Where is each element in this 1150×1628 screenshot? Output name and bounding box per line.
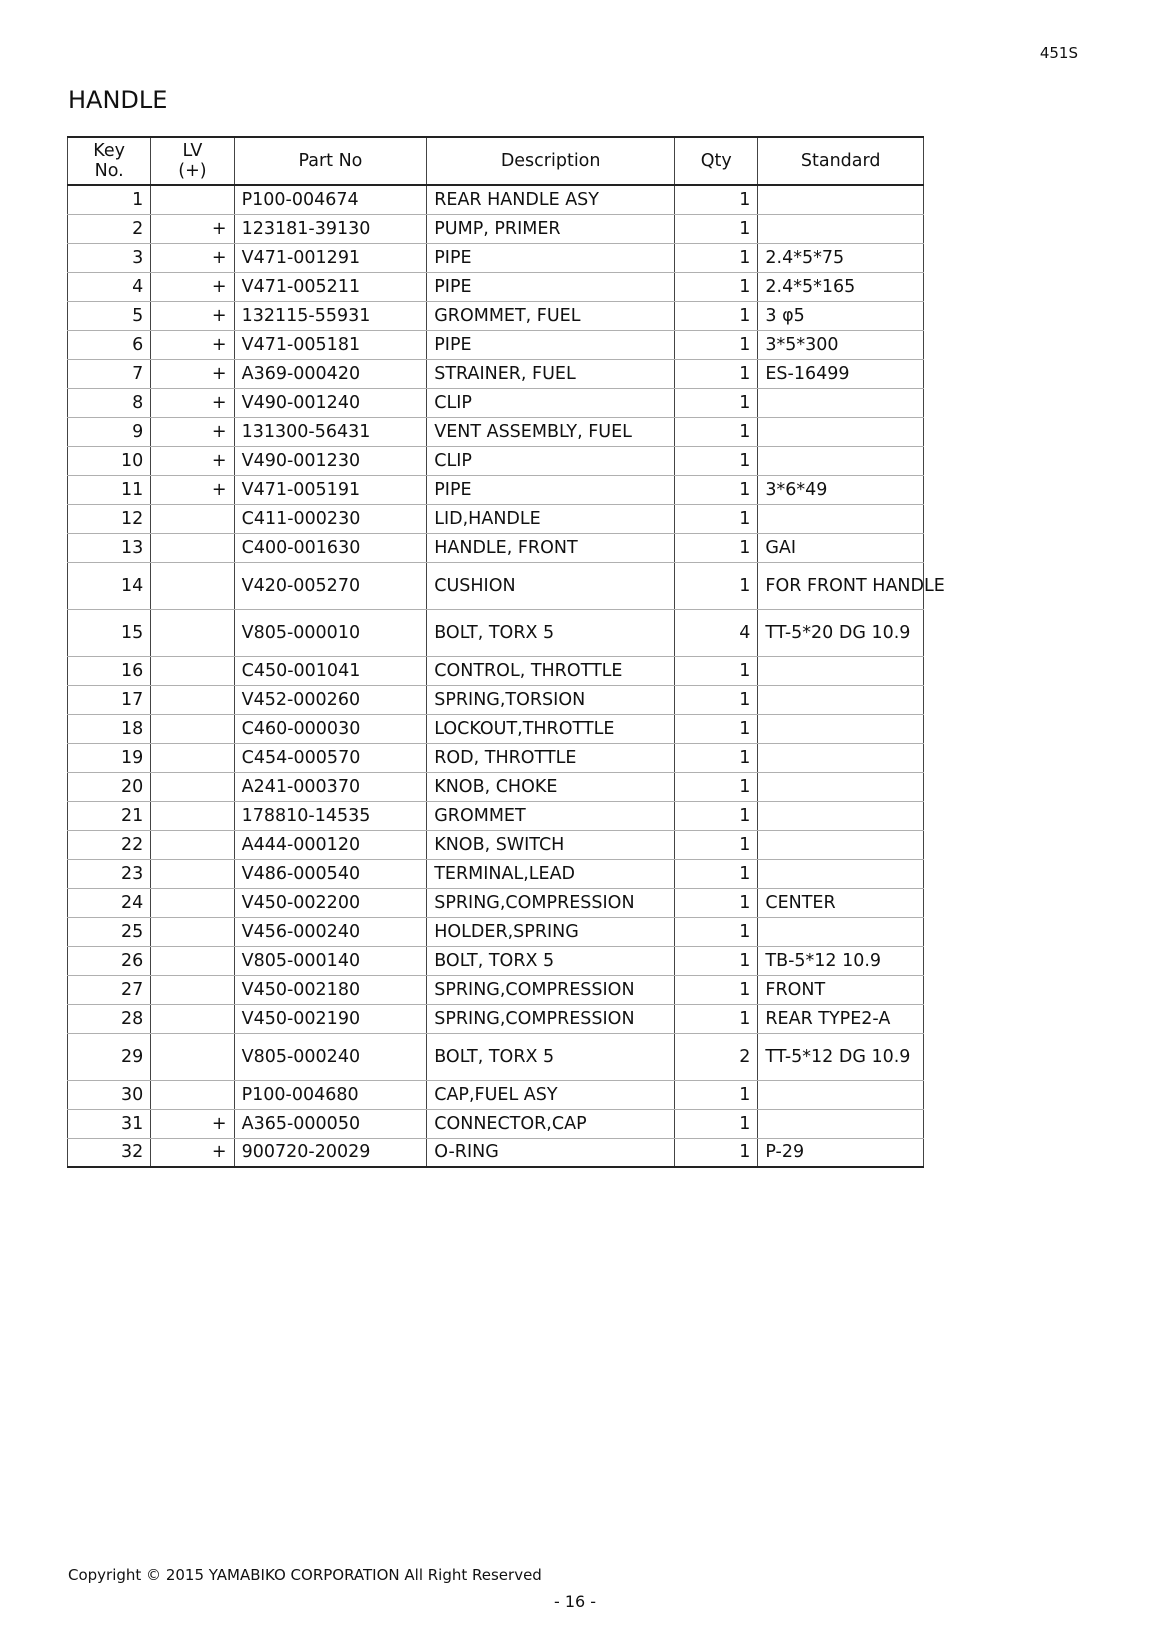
standard-cell: TB-5*12 10.9	[758, 946, 924, 975]
lv-cell: +	[151, 1109, 234, 1138]
standard-cell: 3 φ5	[758, 301, 924, 330]
standard-cell	[758, 859, 924, 888]
qty-cell: 1	[675, 946, 758, 975]
lv-cell	[151, 714, 234, 743]
key-no-cell: 31	[68, 1109, 151, 1138]
part-no-cell: C400-001630	[234, 533, 427, 562]
qty-cell: 1	[675, 562, 758, 609]
lv-cell	[151, 946, 234, 975]
key-no-cell: 27	[68, 975, 151, 1004]
table-row	[68, 359, 924, 388]
lv-cell	[151, 888, 234, 917]
description-cell: BOLT, TORX 5	[427, 609, 675, 656]
description-cell: TERMINAL,LEAD	[427, 859, 675, 888]
description-cell: PUMP, PRIMER	[427, 214, 675, 243]
qty-cell: 1	[675, 1004, 758, 1033]
table-row	[68, 917, 924, 946]
key-no-cell: 26	[68, 946, 151, 975]
qty-cell: 1	[675, 772, 758, 801]
qty-cell: 1	[675, 743, 758, 772]
description-cell: ROD, THROTTLE	[427, 743, 675, 772]
qty-cell: 1	[675, 917, 758, 946]
lv-cell	[151, 185, 234, 214]
lv-cell: +	[151, 359, 234, 388]
table-row	[68, 214, 924, 243]
table-row	[68, 1004, 924, 1033]
standard-cell: FOR FRONT HANDLE	[758, 562, 924, 609]
part-no-cell: P100-004674	[234, 185, 427, 214]
lv-cell: +	[151, 475, 234, 504]
key-no-cell: 20	[68, 772, 151, 801]
key-no-cell: 5	[68, 301, 151, 330]
part-no-cell: V420-005270	[234, 562, 427, 609]
description-cell: CLIP	[427, 388, 675, 417]
table-row	[68, 743, 924, 772]
key-no-cell: 23	[68, 859, 151, 888]
col-header-key-no	[68, 137, 151, 185]
standard-cell: 2.4*5*75	[758, 243, 924, 272]
lv-cell	[151, 562, 234, 609]
lv-cell: +	[151, 1138, 234, 1167]
description-cell: O-RING	[427, 1138, 675, 1167]
description-cell: SPRING,COMPRESSION	[427, 888, 675, 917]
qty-cell: 1	[675, 888, 758, 917]
model-number: 451S	[1039, 44, 1078, 62]
lv-cell	[151, 830, 234, 859]
lv-cell	[151, 1080, 234, 1109]
standard-cell	[758, 830, 924, 859]
lv-cell: +	[151, 243, 234, 272]
key-no-cell: 17	[68, 685, 151, 714]
key-no-cell: 24	[68, 888, 151, 917]
key-no-cell: 7	[68, 359, 151, 388]
description-cell: SPRING,COMPRESSION	[427, 1004, 675, 1033]
description-cell: BOLT, TORX 5	[427, 1033, 675, 1080]
table-row	[68, 656, 924, 685]
table-row	[68, 301, 924, 330]
standard-cell	[758, 685, 924, 714]
table-row	[68, 330, 924, 359]
lv-cell	[151, 1033, 234, 1080]
lv-cell	[151, 504, 234, 533]
qty-cell: 1	[675, 475, 758, 504]
standard-cell: ES-16499	[758, 359, 924, 388]
standard-cell	[758, 214, 924, 243]
lv-cell	[151, 801, 234, 830]
table-row	[68, 975, 924, 1004]
part-no-cell: V490-001240	[234, 388, 427, 417]
description-cell: KNOB, CHOKE	[427, 772, 675, 801]
description-cell: HANDLE, FRONT	[427, 533, 675, 562]
table-row	[68, 446, 924, 475]
table-row	[68, 243, 924, 272]
qty-cell: 4	[675, 609, 758, 656]
key-no-cell: 16	[68, 656, 151, 685]
part-no-cell: C450-001041	[234, 656, 427, 685]
standard-cell: TT-5*20 DG 10.9	[758, 609, 924, 656]
description-cell: CONNECTOR,CAP	[427, 1109, 675, 1138]
qty-cell: 1	[675, 1080, 758, 1109]
key-no-cell: 30	[68, 1080, 151, 1109]
standard-cell	[758, 446, 924, 475]
lv-cell: +	[151, 388, 234, 417]
key-no-cell: 2	[68, 214, 151, 243]
standard-cell: CENTER	[758, 888, 924, 917]
qty-cell: 1	[675, 801, 758, 830]
description-cell: SPRING,TORSION	[427, 685, 675, 714]
standard-cell: TT-5*12 DG 10.9	[758, 1033, 924, 1080]
qty-cell: 1	[675, 214, 758, 243]
qty-cell: 1	[675, 1109, 758, 1138]
lv-cell	[151, 533, 234, 562]
standard-cell	[758, 743, 924, 772]
description-cell: CLIP	[427, 446, 675, 475]
key-no-cell: 14	[68, 562, 151, 609]
standard-cell	[758, 656, 924, 685]
description-cell: BOLT, TORX 5	[427, 946, 675, 975]
part-no-cell: V456-000240	[234, 917, 427, 946]
table-row	[68, 272, 924, 301]
qty-cell: 1	[675, 330, 758, 359]
part-no-cell: 123181-39130	[234, 214, 427, 243]
part-no-cell: V486-000540	[234, 859, 427, 888]
part-no-cell: V452-000260	[234, 685, 427, 714]
qty-cell: 1	[675, 975, 758, 1004]
standard-cell: 3*5*300	[758, 330, 924, 359]
part-no-cell: V450-002180	[234, 975, 427, 1004]
parts-table-body	[68, 185, 945, 1167]
description-cell: VENT ASSEMBLY, FUEL	[427, 417, 675, 446]
description-cell: SPRING,COMPRESSION	[427, 975, 675, 1004]
table-row	[68, 609, 924, 656]
part-no-cell: V805-000010	[234, 609, 427, 656]
key-no-cell: 15	[68, 609, 151, 656]
standard-cell	[758, 801, 924, 830]
qty-cell: 1	[675, 504, 758, 533]
lv-cell: +	[151, 446, 234, 475]
table-row	[68, 388, 924, 417]
part-no-cell: 131300-56431	[234, 417, 427, 446]
table-row	[68, 888, 924, 917]
part-no-cell: A241-000370	[234, 772, 427, 801]
part-no-cell: V805-000140	[234, 946, 427, 975]
standard-cell	[758, 1080, 924, 1109]
key-no-cell: 10	[68, 446, 151, 475]
lv-cell	[151, 656, 234, 685]
lv-cell	[151, 772, 234, 801]
qty-cell: 1	[675, 1138, 758, 1167]
description-cell: PIPE	[427, 475, 675, 504]
standard-cell	[758, 714, 924, 743]
standard-cell	[758, 917, 924, 946]
key-no-cell: 22	[68, 830, 151, 859]
table-row	[68, 946, 924, 975]
part-no-cell: V805-000240	[234, 1033, 427, 1080]
description-cell: GROMMET, FUEL	[427, 301, 675, 330]
lv-cell: +	[151, 272, 234, 301]
description-cell: CONTROL, THROTTLE	[427, 656, 675, 685]
table-row	[68, 801, 924, 830]
lv-cell: +	[151, 214, 234, 243]
key-no-cell: 3	[68, 243, 151, 272]
table-row	[68, 714, 924, 743]
qty-cell: 1	[675, 656, 758, 685]
col-header-lv	[151, 137, 234, 185]
col-header-part-no: Part No	[234, 137, 427, 185]
standard-cell: P-29	[758, 1138, 924, 1167]
part-no-cell: A365-000050	[234, 1109, 427, 1138]
col-header-description: Description	[427, 137, 675, 185]
table-row	[68, 562, 924, 609]
description-cell: CAP,FUEL ASY	[427, 1080, 675, 1109]
qty-cell: 1	[675, 243, 758, 272]
page-number: - 16 -	[553, 1592, 597, 1611]
lv-cell	[151, 743, 234, 772]
qty-cell: 1	[675, 830, 758, 859]
lv-cell	[151, 609, 234, 656]
description-cell: CUSHION	[427, 562, 675, 609]
part-no-cell: P100-004680	[234, 1080, 427, 1109]
table-row	[68, 417, 924, 446]
col-header-standard: Standard	[758, 137, 924, 185]
qty-cell: 1	[675, 714, 758, 743]
description-cell: REAR HANDLE ASY	[427, 185, 675, 214]
standard-cell	[758, 417, 924, 446]
key-no-cell: 18	[68, 714, 151, 743]
table-row	[68, 475, 924, 504]
standard-cell	[758, 772, 924, 801]
table-row	[68, 504, 924, 533]
table-row	[68, 685, 924, 714]
key-no-cell: 28	[68, 1004, 151, 1033]
qty-cell: 1	[675, 859, 758, 888]
qty-cell: 1	[675, 185, 758, 214]
key-no-cell: 6	[68, 330, 151, 359]
qty-cell: 1	[675, 272, 758, 301]
lv-cell	[151, 1004, 234, 1033]
lv-cell	[151, 917, 234, 946]
table-row	[68, 533, 924, 562]
part-no-cell: A369-000420	[234, 359, 427, 388]
qty-cell: 1	[675, 359, 758, 388]
part-no-cell: C454-000570	[234, 743, 427, 772]
table-row	[68, 1138, 924, 1167]
col-header-key-line2: No.	[94, 161, 124, 181]
table-row	[68, 772, 924, 801]
description-cell: KNOB, SWITCH	[427, 830, 675, 859]
qty-cell: 1	[675, 446, 758, 475]
key-no-cell: 8	[68, 388, 151, 417]
qty-cell: 1	[675, 388, 758, 417]
table-row	[68, 185, 924, 214]
key-no-cell: 4	[68, 272, 151, 301]
table-row	[68, 1109, 924, 1138]
col-header-qty: Qty	[675, 137, 758, 185]
standard-cell: FRONT	[758, 975, 924, 1004]
description-cell: HOLDER,SPRING	[427, 917, 675, 946]
lv-cell: +	[151, 330, 234, 359]
part-no-cell: V490-001230	[234, 446, 427, 475]
standard-cell: GAI	[758, 533, 924, 562]
parts-table	[67, 136, 945, 1168]
part-no-cell: V471-005191	[234, 475, 427, 504]
part-no-cell: 178810-14535	[234, 801, 427, 830]
part-no-cell: C411-000230	[234, 504, 427, 533]
table-row	[68, 1080, 924, 1109]
key-no-cell: 29	[68, 1033, 151, 1080]
col-header-key-line1: Key	[93, 141, 126, 161]
qty-cell: 1	[675, 533, 758, 562]
lv-cell	[151, 685, 234, 714]
page-title: HANDLE	[68, 86, 168, 114]
lv-cell: +	[151, 301, 234, 330]
part-no-cell: V450-002200	[234, 888, 427, 917]
standard-cell: REAR TYPE2-A	[758, 1004, 924, 1033]
key-no-cell: 21	[68, 801, 151, 830]
table-row	[68, 830, 924, 859]
table-header-row	[68, 137, 924, 185]
description-cell: PIPE	[427, 272, 675, 301]
copyright-text: Copyright © 2015 YAMABIKO CORPORATION All Right Reserved	[68, 1566, 542, 1584]
standard-cell	[758, 504, 924, 533]
qty-cell: 2	[675, 1033, 758, 1080]
standard-cell	[758, 185, 924, 214]
standard-cell	[758, 388, 924, 417]
part-no-cell: V471-001291	[234, 243, 427, 272]
qty-cell: 1	[675, 685, 758, 714]
key-no-cell: 19	[68, 743, 151, 772]
description-cell: GROMMET	[427, 801, 675, 830]
description-cell: LOCKOUT,THROTTLE	[427, 714, 675, 743]
table-row	[68, 1033, 924, 1080]
qty-cell: 1	[675, 417, 758, 446]
lv-cell	[151, 859, 234, 888]
key-no-cell: 9	[68, 417, 151, 446]
description-cell: LID,HANDLE	[427, 504, 675, 533]
key-no-cell: 32	[68, 1138, 151, 1167]
part-no-cell: V450-002190	[234, 1004, 427, 1033]
lv-cell	[151, 975, 234, 1004]
qty-cell: 1	[675, 301, 758, 330]
key-no-cell: 12	[68, 504, 151, 533]
lv-cell: +	[151, 417, 234, 446]
key-no-cell: 11	[68, 475, 151, 504]
description-cell: STRAINER, FUEL	[427, 359, 675, 388]
key-no-cell: 13	[68, 533, 151, 562]
table-row	[68, 859, 924, 888]
part-no-cell: 132115-55931	[234, 301, 427, 330]
part-no-cell: A444-000120	[234, 830, 427, 859]
key-no-cell: 1	[68, 185, 151, 214]
part-no-cell: C460-000030	[234, 714, 427, 743]
key-no-cell: 25	[68, 917, 151, 946]
part-no-cell: V471-005211	[234, 272, 427, 301]
col-header-lv-line1: LV	[182, 141, 203, 161]
standard-cell: 3*6*49	[758, 475, 924, 504]
description-cell: PIPE	[427, 330, 675, 359]
col-header-lv-line2: (+)	[178, 161, 207, 181]
standard-cell	[758, 1109, 924, 1138]
part-no-cell: 900720-20029	[234, 1138, 427, 1167]
description-cell: PIPE	[427, 243, 675, 272]
standard-cell: 2.4*5*165	[758, 272, 924, 301]
part-no-cell: V471-005181	[234, 330, 427, 359]
